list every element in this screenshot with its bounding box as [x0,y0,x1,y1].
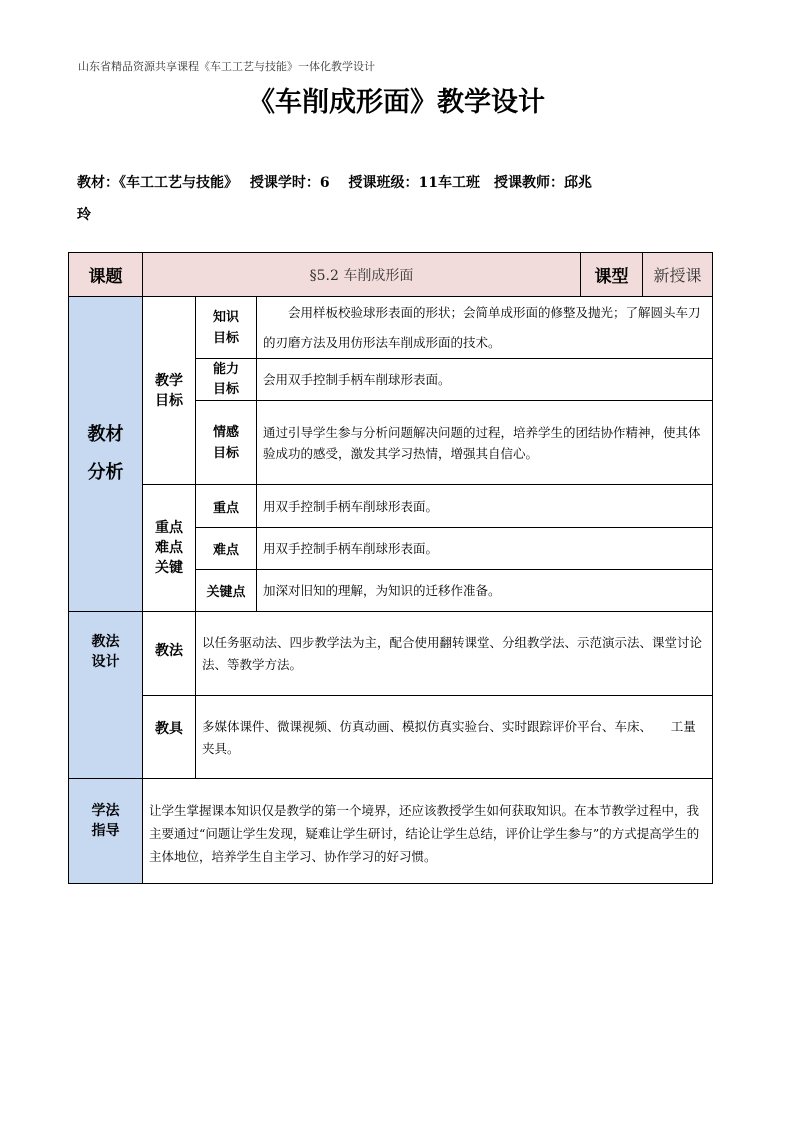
focus-label: 重点 [195,484,257,528]
header-note: 山东省精品资源共享课程《车工工艺与技能》一体化教学设计 [78,60,375,73]
method-design-label: 教法设计 [68,611,143,779]
focus-text: 用双手控制手柄车削球形表面。 [256,484,713,528]
type-value: 新授课 [642,252,713,297]
difficulty-label: 难点 [195,527,257,570]
keys-label: 重点难点关键 [142,484,196,612]
ability-text: 会用双手控制手柄车削球形表面。 [256,358,713,401]
meta-line-2: 玲 [77,207,91,223]
emotion-text: 通过引导学生参与分析问题解决问题的过程，培养学生的团结协作精神，使其体验成功的感受，激发其学习热情，增强其自信心。 [256,400,713,485]
key-text: 加深对旧知的理解，为知识的迁移作准备。 [256,569,713,612]
knowledge-label: 知识目标 [195,296,257,359]
method-label: 教法 [142,611,196,696]
type-label: 课型 [580,252,643,297]
meta-line: 教材：《车工工艺与技能》 授课学时：6 授课班级：11车工班 授课教师：邱兆 [77,175,592,191]
ability-label: 能力目标 [195,358,257,401]
topic-value: §5.2 车削成形面 [142,252,581,297]
difficulty-text: 用双手控制手柄车削球形表面。 [256,527,713,570]
goals-label: 教学目标 [142,296,196,485]
knowledge-text: 会用样板校验球形表面的形状；会简单成形面的修整及抛光；了解圆头车刀的刃磨方法及用仿形法车削成形面的技术。 [256,296,713,359]
analysis-label: 教材分析 [68,296,143,612]
tools-label: 教具 [142,695,196,779]
page-title: 《车削成形面》教学设计 [248,87,545,118]
method-text: 以任务驱动法、四步教学法为主，配合使用翻转课堂、分组教学法、示范演示法、课堂讨论法、等教学方法。 [195,611,713,696]
key-label: 关键点 [195,569,257,612]
topic-label: 课题 [68,252,143,297]
emotion-label: 情感目标 [195,400,257,485]
study-label: 学法指导 [68,778,143,884]
tools-text: 多媒体课件、微课视频、仿真动画、模拟仿真实验台、实时跟踪评价平台、车床、 工量夹具。 [195,695,713,779]
study-text: 让学生掌握课本知识仅是教学的第一个境界，还应该教授学生如何获取知识。在本节教学过程中，我主要通过“问题让学生发现，疑难让学生研讨，结论让学生总结，评价让学生参与”的方式提高学生的主体地位，培养学生自主学习、协作学习的好习惯。 [142,778,713,884]
